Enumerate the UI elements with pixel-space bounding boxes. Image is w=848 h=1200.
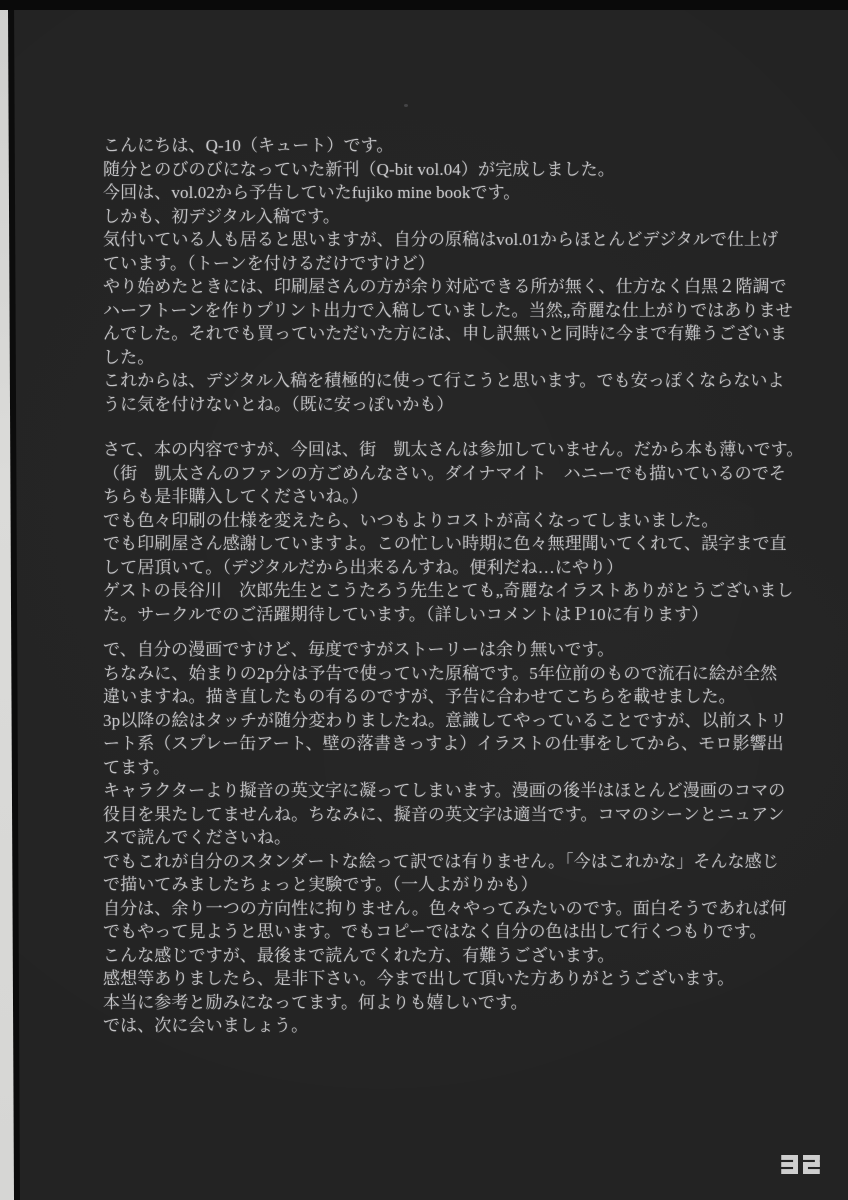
text-line: ています。（トーンを付けるだけですけど） bbox=[103, 253, 435, 273]
text-line: 今回は、vol.02から予告していたfujiko mine bookです。 bbox=[103, 183, 521, 202]
text-line: でも印刷屋さん感謝していますよ。この忙しい時期に色々無理聞いてくれて、誤字まで直 bbox=[103, 534, 787, 553]
text-line: でも色々印刷の仕様を変えたら、いつもよりコストが高くなってしまいました。 bbox=[103, 510, 719, 530]
text-line: てます。 bbox=[103, 757, 171, 777]
text-line: して居頂いて。（デジタルだから出来るんすね。便利だね…にやり） bbox=[103, 557, 624, 577]
text-line: で描いてみましたちょっと実験です。（一人よがりかも） bbox=[103, 875, 538, 894]
text-line: スで読んでくださいね。 bbox=[103, 828, 292, 847]
text-line: では、次に会いましょう。 bbox=[103, 1016, 309, 1035]
text-line: ハーフトーンを作りプリント出力で入稿していました。当然„奇麗な仕上がりではありませ bbox=[103, 300, 793, 320]
text-line: 感想等ありましたら、是非下さい。今まで出して頂いた方ありがとうございます。 bbox=[103, 969, 735, 988]
text-line: ちなみに、始まりの2p分は予告で使っていた原稿です。5年位前のもので流石に絵が全然 bbox=[103, 663, 778, 683]
text-line: ちらも是非購入してくださいね。） bbox=[103, 487, 369, 506]
scan-speck bbox=[236, 571, 238, 573]
text-line: しかも、初デジタル入稿です。 bbox=[103, 206, 341, 226]
scan-speck bbox=[404, 104, 408, 107]
text-line: した。 bbox=[103, 347, 155, 367]
text-line: さて、本の内容ですが、今回は、街 凱太さんは参加していません。だから本も薄いです。 bbox=[103, 440, 804, 459]
text-line: こんにちは、Q-10（キュート）です。 bbox=[103, 136, 394, 155]
text-line: うに気を付けないとね。（既に安っぽいかも） bbox=[103, 394, 454, 414]
text-line: 違いますね。描き直したもの有るのですが、予告に合わせてこちらを載せました。 bbox=[103, 687, 736, 706]
text-line: これからは、デジタル入稿を積極的に使って行こうと思います。でも安っぽくならないよ bbox=[103, 371, 785, 390]
afterword-paragraph-book-contents bbox=[103, 438, 803, 626]
text-line: た。サークルでのご活躍期待しています。（詳しいコメントはＰ10に有ります） bbox=[103, 604, 709, 624]
text-line: でもこれが自分のスタンダートな絵って訳では有りません。「今はこれかな」そんな感じ bbox=[103, 851, 779, 871]
text-line: やり始めたときには、印刷屋さんの方が余り対応できる所が無く、仕方なく白黒２階調で bbox=[103, 277, 787, 296]
text-line: 3p以降の絵はタッチが随分変わりましたね。意識してやっていることですが、以前ストリ bbox=[103, 710, 788, 730]
text-line: ゲストの長谷川 次郎先生とこうたろう先生とても„奇麗なイラストありがとうございまし bbox=[103, 581, 794, 600]
text-line: 本当に参考と励みになってます。何よりも嬉しいです。 bbox=[103, 992, 528, 1012]
page-number bbox=[781, 1155, 821, 1174]
text-line: 随分とのびのびになっていた新刊（Q-bit vol.04）が完成しました。 bbox=[103, 159, 615, 179]
text-line: キャラクターより擬音の英文字に凝ってしまいます。漫画の後半はほとんど漫画のコマの bbox=[103, 781, 786, 800]
text-line: 気付いている人も居ると思いますが、自分の原稿はvol.01からほとんどデジタルで仕上げ bbox=[103, 230, 779, 249]
text-line: で、自分の漫画ですけど、毎度ですがストーリーは余り無いです。 bbox=[103, 640, 615, 659]
scan-edge-top bbox=[0, 0, 848, 10]
afterword-paragraph-intro bbox=[103, 134, 803, 416]
text-line: ート系（スプレー缶アート、壁の落書きっすよ）イラストの仕事をしてから、モロ影響出 bbox=[103, 734, 784, 753]
text-line: こんな感じですが、最後まで読んでくれた方、有難うございます。 bbox=[103, 945, 615, 965]
text-line: んでした。それでも買っていただいた方には、申し訳無いと同時に今まで有難うございま bbox=[103, 324, 787, 343]
page-number-digits bbox=[781, 1155, 820, 1174]
text-line: でもやって見ようと思います。でもコピーではなく自分の色は出して行くつもりです。 bbox=[103, 922, 767, 941]
text-line: 役目を果たしてませんね。ちなみに、擬音の英文字は適当です。コマのシーンとニュアン bbox=[103, 804, 785, 824]
text-line: （街 凱太さんのファンの方ごめんなさい。ダイナマイト ハニーでも描いているのでそ bbox=[103, 463, 786, 483]
afterword-paragraph-own-manga bbox=[103, 638, 803, 1038]
text-line: 自分は、余り一つの方向性に拘りません。色々やってみたいのです。面白そうであれば何 bbox=[103, 898, 787, 918]
